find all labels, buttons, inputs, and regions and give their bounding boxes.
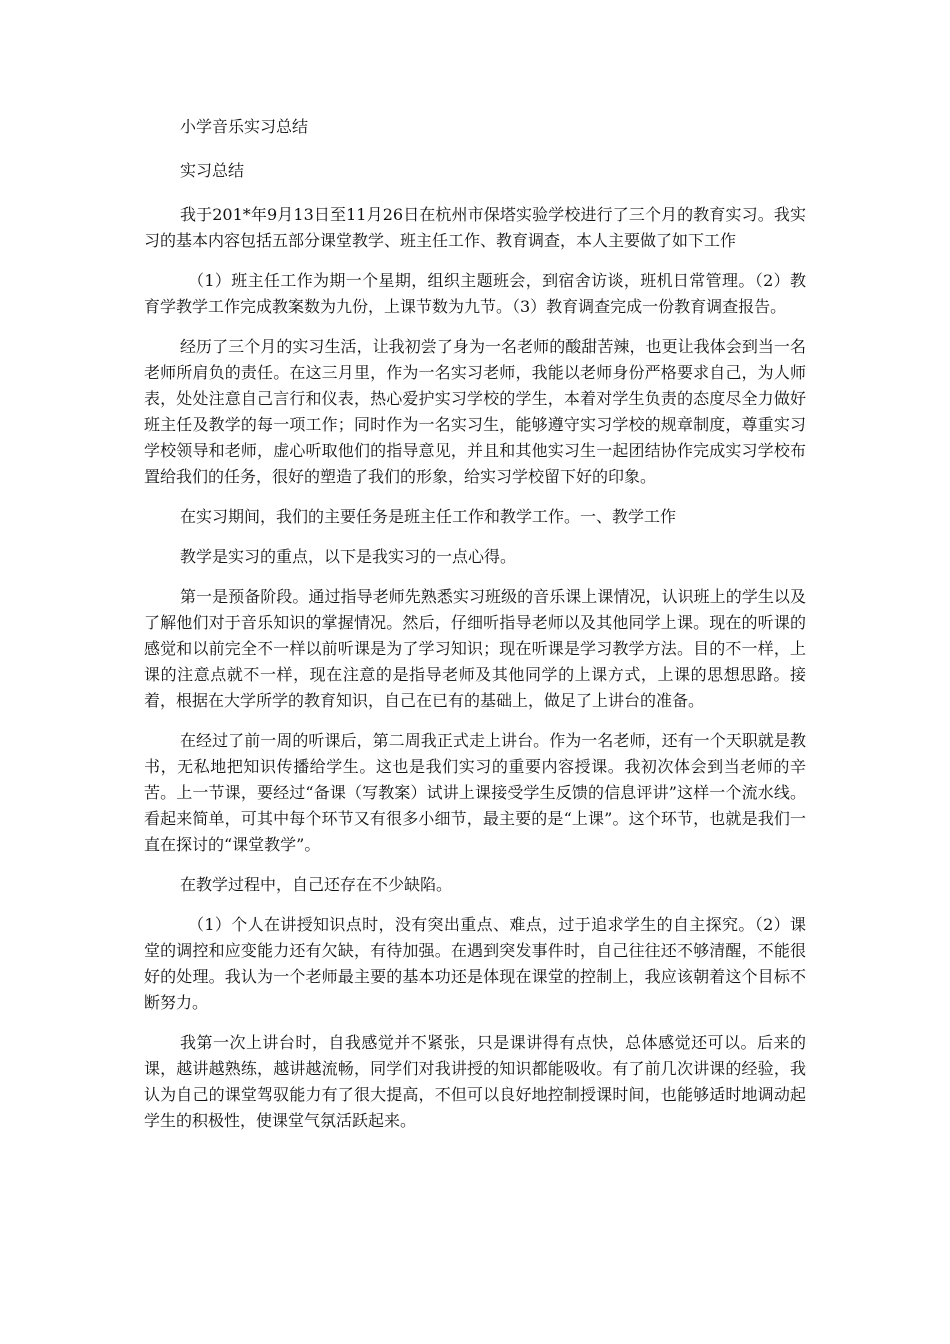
paragraph-improvement: 我第一次上讲台时，自我感觉并不紧张，只是课讲得有点快，总体感觉还可以。后来的课，越讲越熟练，越讲越流畅，同学们对我讲授的知识都能吸收。有了前几次讲课的经验，我认为自己的课堂驾驭能力有了很大提高，不但可以良好地控制授课时间，也能够适时地调动起学生的积极性，使课堂气氛活跃起来。 xyxy=(144,1033,806,1130)
paragraph-first-lecture: 在经过了前一周的听课后，第二周我正式走上讲台。作为一名老师，还有一个天职就是教书，无私地把知识传播给学生。这也是我们实习的重要内容授课。我初次体会到当老师的辛苦。上一节课，要经过“备课（写教案）试讲上课接受学生反馈的信息评讲”这样一个流水线。看起来简单，可其中每个环节又有很多小细节，最主要的是“上课”。这个环节，也就是我们一直在探讨的“课堂教学”。 xyxy=(144,731,806,854)
paragraph-work-list: （1）班主任工作为期一个星期，组织主题班会，到宿舍访谈，班机日常管理。（2）教育学教学工作完成教案数为九份，上课节数为九节。（3）教育调查完成一份教育调查报告。 xyxy=(144,271,806,316)
paragraph-shortcoming-list: （1）个人在讲授知识点时，没有突出重点、难点，过于追求学生的自主探究。（2）课堂的调控和应变能力还有欠缺，有待加强。在遇到突发事件时，自己往往还不够清醒，不能很好的处理。我认为一个老师最主要的基本功还是体现在课堂的控制上，我应该朝着这个目标不断努力。 xyxy=(144,915,806,1012)
document-title: 小学音乐实习总结 xyxy=(180,117,309,136)
paragraph-shortcomings: 在教学过程中，自己还存在不少缺陷。 xyxy=(180,875,453,894)
document-subtitle: 实习总结 xyxy=(180,161,245,180)
paragraph-main-tasks: 在实习期间，我们的主要任务是班主任工作和教学工作。一、教学工作 xyxy=(180,507,677,526)
paragraph-preparation: 第一是预备阶段。通过指导老师先熟悉实习班级的音乐课上课情况，认识班上的学生以及了解他们对于音乐知识的掌握情况。然后，仔细听指导老师以及其他同学上课。现在的听课的感觉和以前完全不一样以前听课是为了学习知识；现在听课是学习教学方法。目的不一样，上课的注意点就不一样，现在注意的是指导老师及其他同学的上课方式，上课的思想思路。接着，根据在大学所学的教育知识，自己在已有的基础上，做足了上讲台的准备。 xyxy=(144,587,806,710)
paragraph-intro: 我于201*年9月13日至11月26日在杭州市保塔实验学校进行了三个月的教育实习。我实习的基本内容包括五部分课堂教学、班主任工作、教育调查，本人主要做了如下工作 xyxy=(144,205,806,250)
paragraph-experience: 经历了三个月的实习生活，让我初尝了身为一名老师的酸甜苦辣，也更让我体会到当一名老师所肩负的责任。在这三月里，作为一名实习老师，我能以老师身份严格要求自己，为人师表，处处注意自己言行和仪表，热心爱护实习学校的学生，本着对学生负责的态度尽全力做好班主任及教学的每一项工作；同时作为一名实习生，能够遵守实习学校的规章制度，尊重实习学校领导和老师，虚心听取他们的指导意见，并且和其他实习生一起团结协作完成实习学校布置给我们的任务，很好的塑造了我们的形象，给实习学校留下好的印象。 xyxy=(144,337,806,486)
document-body xyxy=(144,114,806,1148)
paragraph-teaching-focus: 教学是实习的重点，以下是我实习的一点心得。 xyxy=(180,547,517,566)
